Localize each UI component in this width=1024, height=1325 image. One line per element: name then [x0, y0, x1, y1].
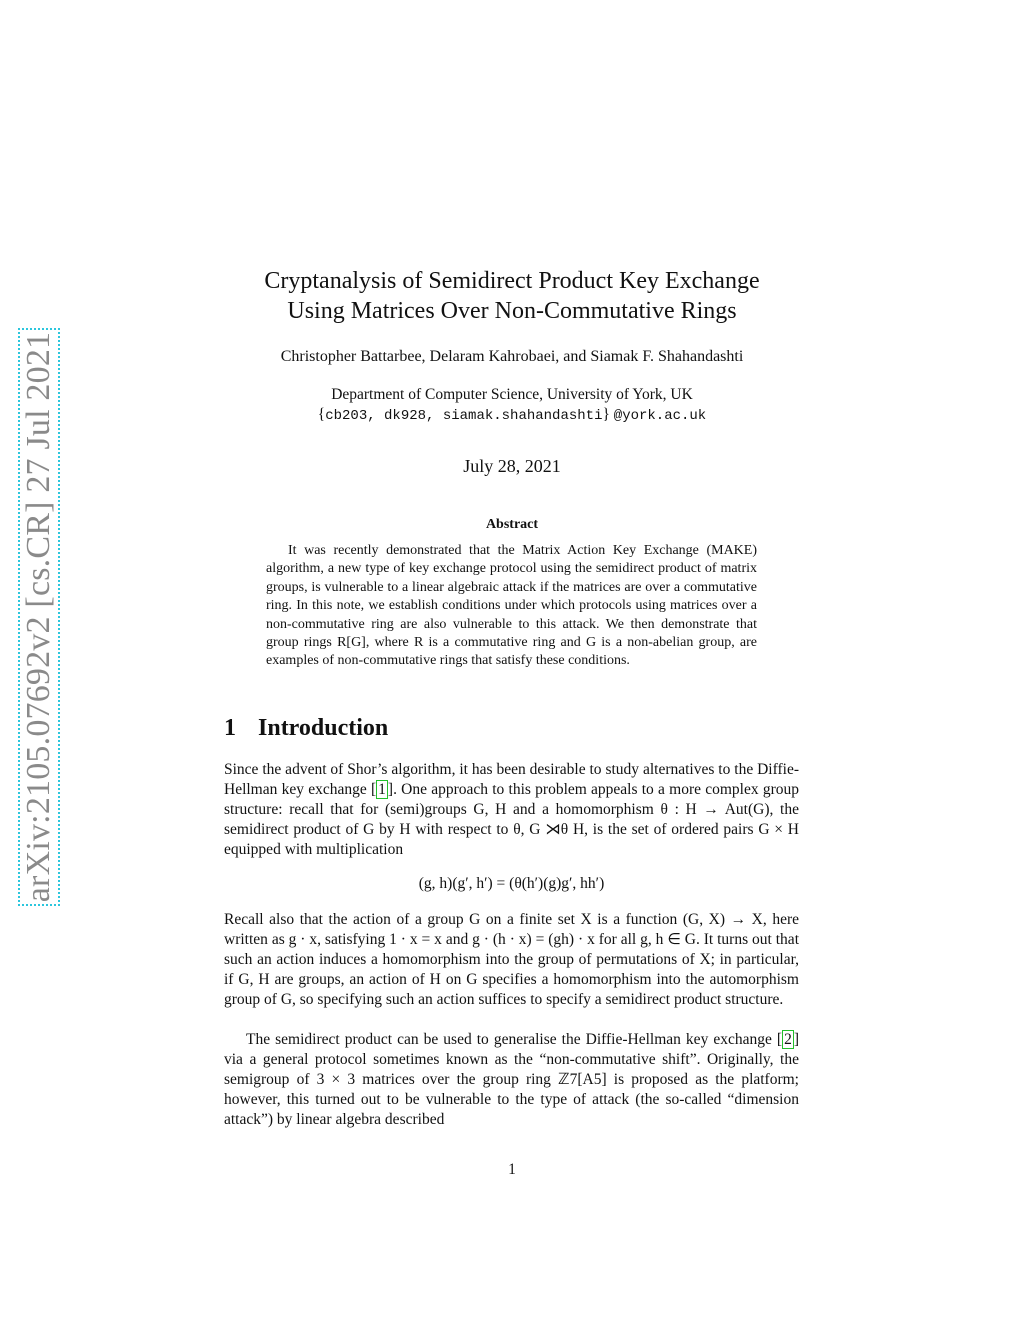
arxiv-stamp	[18, 328, 60, 906]
paragraph-3-part-a: The semidirect product can be used to generalise the Diffie-Hellman key exchange	[246, 1031, 777, 1048]
paragraph-1-part-b: . One approach to this problem appeals to a more complex group structure: recall that for (semi)groups G, H and a homomorphism θ : H → Aut(G), the semidirect product of G by H with respect to θ, G ⋊θ H, is the set of ordered pairs G × H equipped with multiplication	[224, 781, 800, 858]
abstract-heading: Abstract	[485, 517, 539, 532]
paper-date: July 28, 2021	[463, 456, 561, 476]
section-heading	[224, 715, 388, 742]
paper-title	[200, 266, 824, 326]
email-close-brace: }	[602, 406, 610, 423]
affiliation-email	[200, 406, 824, 424]
citation-link-2[interactable]: 2	[784, 1031, 792, 1048]
paragraph-3: The semidirect product can be used to generalise the Diffie-Hellman key exchange [ 2 ] via a general protocol sometimes known as the “non-commutative shift”. Originally, the semigroup of 3 × 3 matrices over the group ring ℤ7[A5] is proposed as the platform; however, this turned out to be vulnerable to the type of attack (the so-called “dimension attack”) by linear algebra described	[224, 1031, 799, 1128]
email-users: cb203, dk928, siamak.shahandashti	[325, 408, 603, 424]
page-number: 1	[508, 1161, 516, 1178]
arxiv-stamp-text: arXiv:2105.07692v2 [cs.CR] 27 Jul 2021	[20, 331, 57, 903]
paragraph-2: Recall also that the action of a group G on a finite set X is a function (G, X) → X, here written as g · x, satisfying 1 · x = x and g · (h · x) = (gh) · x for all g, h ∈ G. It turns out that such an action induces a homomorphism into the group of permutations of X; in particular, if G, H are groups, an action of H on G specifies a homomorphism into the automorphism group of G, so specifying such an action suffices to specify a semidirect product structure.	[224, 911, 799, 1008]
authors: Christopher Battarbee, Delaram Kahrobaei, and Siamak F. Shahandashti	[280, 348, 744, 365]
section-number: 1	[224, 715, 236, 741]
title-line-1: Cryptanalysis of Semidirect Product Key Exchange	[264, 268, 760, 294]
paragraph-3-part-b: via a general protocol sometimes known as the “non-commutative shift”. Originally, the semigroup of 3 × 3 matrices over the group ring ℤ7[A5] is proposed as the platform; however, this turned out to be vulnerable to the type of attack (the so-called “dimension attack”) by linear algebra described	[224, 1051, 799, 1128]
citation-link-1[interactable]: 1	[378, 781, 386, 798]
abstract-text: It was recently demonstrated that the Matrix Action Key Exchange (MAKE) algorithm, a new type of key exchange protocol using the semidirect product of matrix groups, is vulnerable to a linear algebraic attack if the matrices are over a commutative ring. In this note, we establish conditions under which protocols using matrices over a non-commutative ring are also vulnerable to this attack. We then demonstrate that group rings R[G], where R is a commutative ring and G is a non-abelian group, are examples of non-commutative rings that satisfy these conditions.	[266, 543, 757, 669]
title-line-2: Using Matrices Over Non-Commutative Rings	[287, 298, 737, 324]
email-open-brace: {	[317, 406, 326, 423]
section-title: Introduction	[258, 715, 389, 741]
email-domain: @york.ac.uk	[613, 408, 707, 424]
affiliation-department: Department of Computer Science, University of York, UK	[331, 386, 693, 403]
paragraph-1: Since the advent of Shor’s algorithm, it has been desirable to study alternatives to the Diffie-Hellman key exchange [ 1 ]. One approach to this problem appeals to a more complex group structure: recall that for (semi)groups G, H and a homomorphism θ : H → Aut(G), the semidirect product of G by H with respect to θ, G ⋊θ H, is the set of ordered pairs G × H equipped with multiplication	[224, 761, 800, 858]
paragraph-1-part-a: Since the advent of Shor’s algorithm, it has been desirable to study alternatives to the Diffie-Hellman key exchange	[224, 761, 799, 798]
equation-semidirect-multiplication: (g, h)(g′, h′) = (θ(h′)(g)g′, hh′)	[418, 875, 605, 892]
